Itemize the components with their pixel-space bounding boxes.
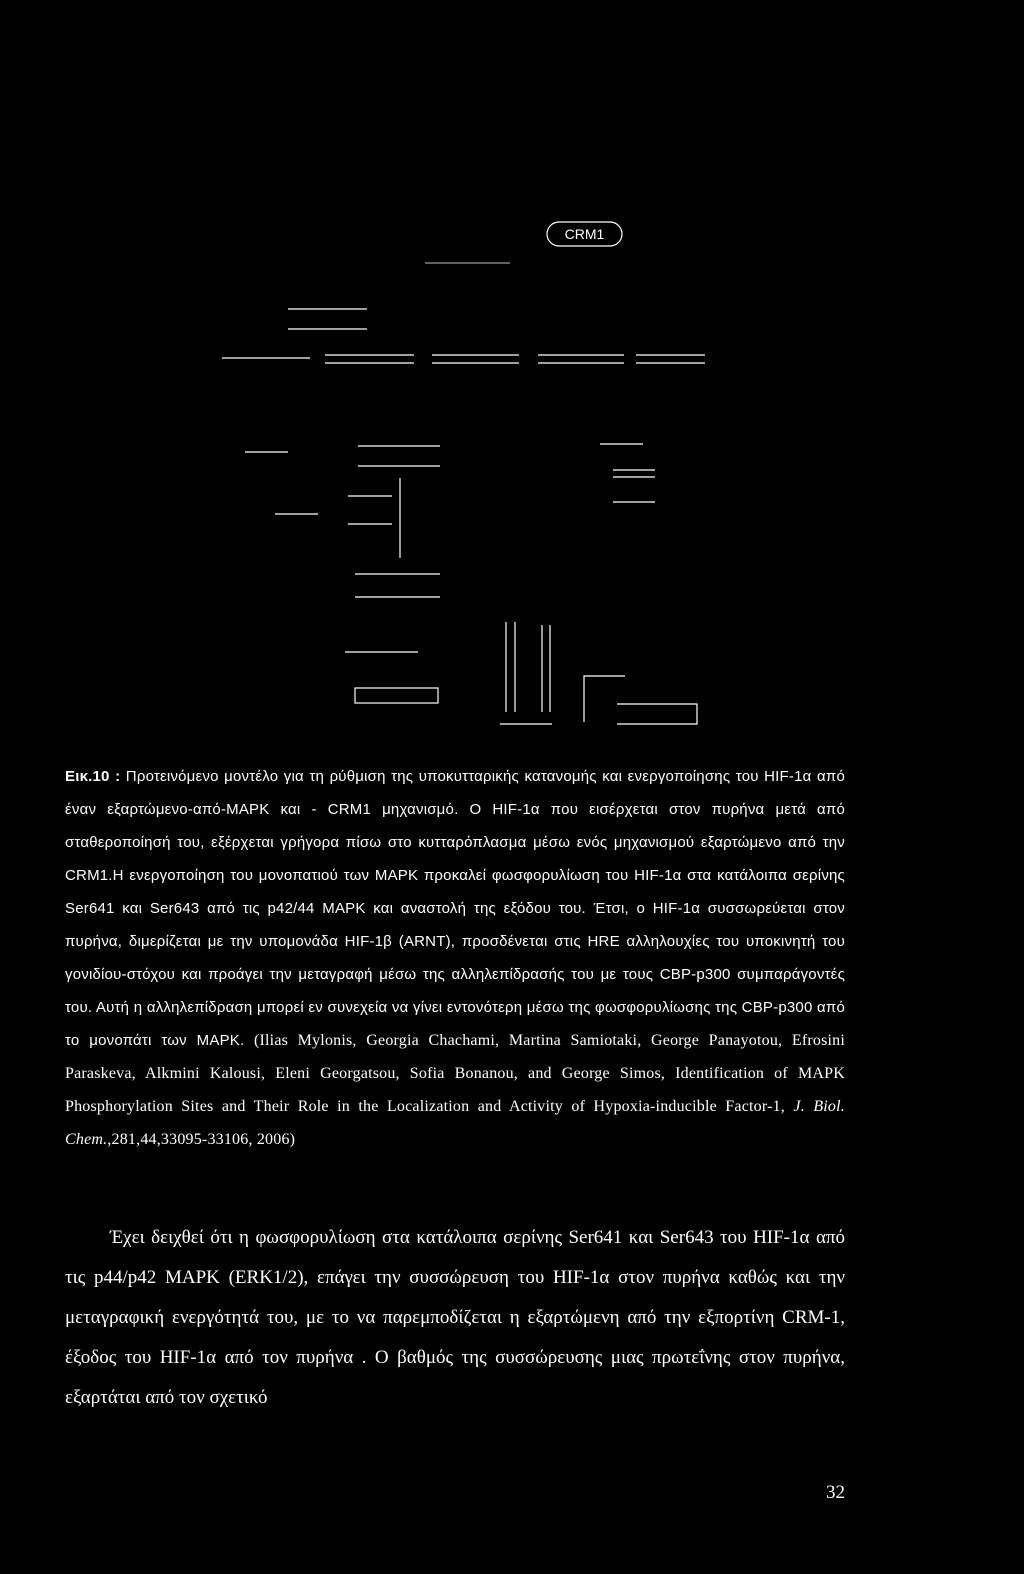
diagram-box [355, 688, 438, 703]
reference-details: ,281,44,33095-33106, 2006) [107, 1131, 296, 1148]
figure [0, 0, 1024, 740]
caption-text: Προτεινόμενο μοντέλο για τη ρύθμιση της υποκυτταρικής κατανομής και ενεργοποίησης του HIF-1α από έναν εξαρτώμενο-από-MAPK και - CRM1 μηχανισμό. Ο HIF-1α που εισέρχεται στον πυρήνα μετά από σταθεροποίησή του, εξέρχεται γρήγορα πίσω στο κυτταρόπλασμα μέσω ενός μηχανισμού εξαρτώμενο από την CRM1.Η ενεργοποίηση του μονοπατιού των MAPK προκαλεί φωσφορυλίωση του HIF-1α στα κατάλοιπα σερίνης Ser641 και Ser643 από τις p42/44 MAPK και αναστολή της εξόδου του. Έτσι, ο HIF-1α συσσωρεύεται στον πυρήνα, διμερίζεται με την υπομονάδα HIF-1β (ARNT), προσδένεται στις HRE αλληλουχίες του υποκινητή του γονιδίου-στόχου και προάγει την μεταγραφή μέσω της αλληλεπίδρασής του με τους CBP-p300 συμπαράγοντές του. Αυτή η αλληλεπίδραση μπορεί εν συνεχεία να γίνει εντονότερη μέσω της φωσφορυλίωσης της CBP-p300 από το μονοπάτι των MAPK. [65, 768, 845, 1049]
model-diagram [0, 0, 1024, 740]
body-text [65, 1218, 845, 1418]
diagram-box [617, 704, 697, 724]
body-paragraph: Έχει δειχθεί ότι η φωσφορυλίωση στα κατάλοιπα σερίνης Ser641 και Ser643 του HIF-1α από τις p44/p42 MAPK (ERK1/2), επάγει την συσσώρευση του HIF-1α στον πυρήνα καθώς και την μεταγραφική ενεργότητά του, με το να παρεμποδίζεται η εξαρτώμενη από την εξπορτίνη CRM-1, έξοδος του HIF-1α από τον πυρήνα . Ο βαθμός της συσσώρευσης μιας πρωτεΐνης στον πυρήνα, εξαρτάται από τον σχετικό [65, 1227, 845, 1408]
reference-text: (Ilias Mylonis, Georgia Chachami, Martina Samiotaki, George Panayotou, Efrosini Paraskeva, Alkmini Kalousi, Eleni Georgatsou, Sofia Bonanou, and George Simos, Identification of MAPK Phosphorylation Sites and Their Role in the Localization and Activity of Hypoxia-inducible Factor-1, [65, 1032, 845, 1115]
page-number: 32 [826, 1482, 845, 1503]
reference-journal: J. Biol. Chem. [65, 1098, 845, 1148]
crm1-label: CRM1 [564, 226, 605, 242]
caption-reference [65, 1032, 845, 1148]
diagram-line [584, 676, 625, 722]
caption-label: Εικ.10 : [65, 768, 121, 785]
figure-caption [65, 760, 845, 1156]
